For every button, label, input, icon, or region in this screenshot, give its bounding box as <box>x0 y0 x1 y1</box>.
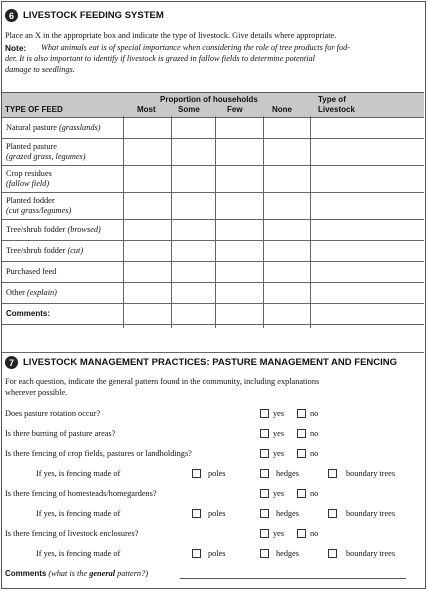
no-checkbox[interactable] <box>297 449 306 458</box>
hedges-label: hedges <box>276 469 300 478</box>
hedges-checkbox[interactable] <box>260 549 269 558</box>
feeding-table <box>2 92 424 325</box>
table-row: Other (explain) <box>2 282 424 303</box>
boundary-trees-checkbox[interactable] <box>328 469 337 478</box>
boundary-trees-checkbox[interactable] <box>328 509 337 518</box>
comments-input-line[interactable] <box>180 578 406 579</box>
section-divider <box>2 352 424 353</box>
section-title-text: LIVESTOCK FEEDING SYSTEM <box>23 10 164 21</box>
fencing-material-question: If yes, is fencing made of <box>36 509 121 518</box>
boundary-trees-label: boundary trees <box>346 509 396 518</box>
table-row: Tree/shrub fodder (browsed) <box>2 219 424 240</box>
no-checkbox[interactable] <box>297 489 306 498</box>
grid-line <box>171 116 172 328</box>
table-row: Tree/shrub fodder (cut) <box>2 240 424 261</box>
no-label: no <box>310 409 319 418</box>
grid-line <box>215 116 216 328</box>
section-6-title <box>5 9 164 22</box>
col-most: Most <box>137 105 156 114</box>
no-label: no <box>310 529 319 538</box>
question-burning: Is there burning of pasture areas? <box>5 429 116 438</box>
section-title-text: LIVESTOCK MANAGEMENT PRACTICES: PASTURE MANAGEMENT AND FENCING <box>23 357 398 368</box>
yes-label: yes <box>273 489 285 498</box>
poles-checkbox[interactable] <box>192 549 201 558</box>
col-few: Few <box>227 105 243 114</box>
question-fencing-fields: Is there fencing of crop fields, pastures or landholdings? <box>5 449 192 458</box>
no-label: no <box>310 429 319 438</box>
boundary-trees-label: boundary trees <box>346 549 396 558</box>
note-line-1: What animals eat is of special importance when considering the role of tree products for fod- <box>41 43 351 52</box>
yes-label: yes <box>273 409 285 418</box>
fencing-material-question: If yes, is fencing made of <box>36 549 121 558</box>
general-comments-label: Comments (what is the general pattern?) <box>5 569 148 578</box>
no-checkbox[interactable] <box>297 429 306 438</box>
question-fencing-enclosures: Is there fencing of livestock enclosures? <box>5 529 139 538</box>
col-type-of-feed: TYPE OF FEED <box>5 105 63 114</box>
table-header <box>2 92 424 117</box>
note-label: Note: <box>5 43 27 53</box>
section-7-title <box>5 356 397 369</box>
comments-label: Comments: <box>6 309 51 318</box>
yes-label: yes <box>273 449 285 458</box>
table-body <box>2 117 424 325</box>
col-some: Some <box>178 105 200 114</box>
no-checkbox[interactable] <box>297 529 306 538</box>
no-label: no <box>310 489 319 498</box>
poles-checkbox[interactable] <box>192 509 201 518</box>
yes-label: yes <box>273 429 285 438</box>
section-6-instruction: Place an X in the appropriate box and indicate the type of livestock. Give details where appropriate. <box>5 31 337 40</box>
yes-checkbox[interactable] <box>260 529 269 538</box>
comments-row[interactable] <box>2 303 424 325</box>
table-row: Planted pasture (grazed grass, legumes) <box>2 138 424 165</box>
section-number-badge: 6 <box>5 9 18 22</box>
section-number-badge: 7 <box>5 356 18 369</box>
poles-label: poles <box>208 469 226 478</box>
col-group-proportion: Proportion of households <box>160 95 258 104</box>
hedges-checkbox[interactable] <box>260 509 269 518</box>
col-none: None <box>272 105 292 114</box>
note-line-3: damage to seedlings. <box>5 65 75 74</box>
section-7-instruction-1: For each question, indicate the general pattern found in the community, including explanations <box>5 377 320 386</box>
yes-label: yes <box>273 529 285 538</box>
table-row: Purchased feed <box>2 261 424 282</box>
yes-checkbox[interactable] <box>260 429 269 438</box>
table-row: Planted fodder (cut grass/legumes) <box>2 192 424 219</box>
grid-line <box>263 116 264 328</box>
yes-checkbox[interactable] <box>260 449 269 458</box>
boundary-trees-label: boundary trees <box>346 469 396 478</box>
question-pasture-rotation: Does pasture rotation occur? <box>5 409 101 418</box>
no-label: no <box>310 449 319 458</box>
grid-line <box>123 116 124 328</box>
yes-checkbox[interactable] <box>260 489 269 498</box>
fencing-material-question: If yes, is fencing made of <box>36 469 121 478</box>
col-type-livestock-2: Livestock <box>318 105 355 114</box>
hedges-checkbox[interactable] <box>260 469 269 478</box>
hedges-label: hedges <box>276 509 300 518</box>
section-7-instruction-2: wherever possible. <box>5 388 68 397</box>
no-checkbox[interactable] <box>297 409 306 418</box>
table-row: Natural pasture (grasslands) <box>2 117 424 138</box>
poles-checkbox[interactable] <box>192 469 201 478</box>
boundary-trees-checkbox[interactable] <box>328 549 337 558</box>
hedges-label: hedges <box>276 549 300 558</box>
poles-label: poles <box>208 549 226 558</box>
note-line-2: der. It is also important to identify if livestock is grazed in fallow fields to determine potential <box>5 54 315 63</box>
table-row: Crop residues (fallow field) <box>2 165 424 192</box>
yes-checkbox[interactable] <box>260 409 269 418</box>
grid-line <box>310 116 311 328</box>
poles-label: poles <box>208 509 226 518</box>
col-type-livestock-1: Type of <box>318 95 346 104</box>
question-fencing-homesteads: Is there fencing of homesteads/homegardens? <box>5 489 157 498</box>
